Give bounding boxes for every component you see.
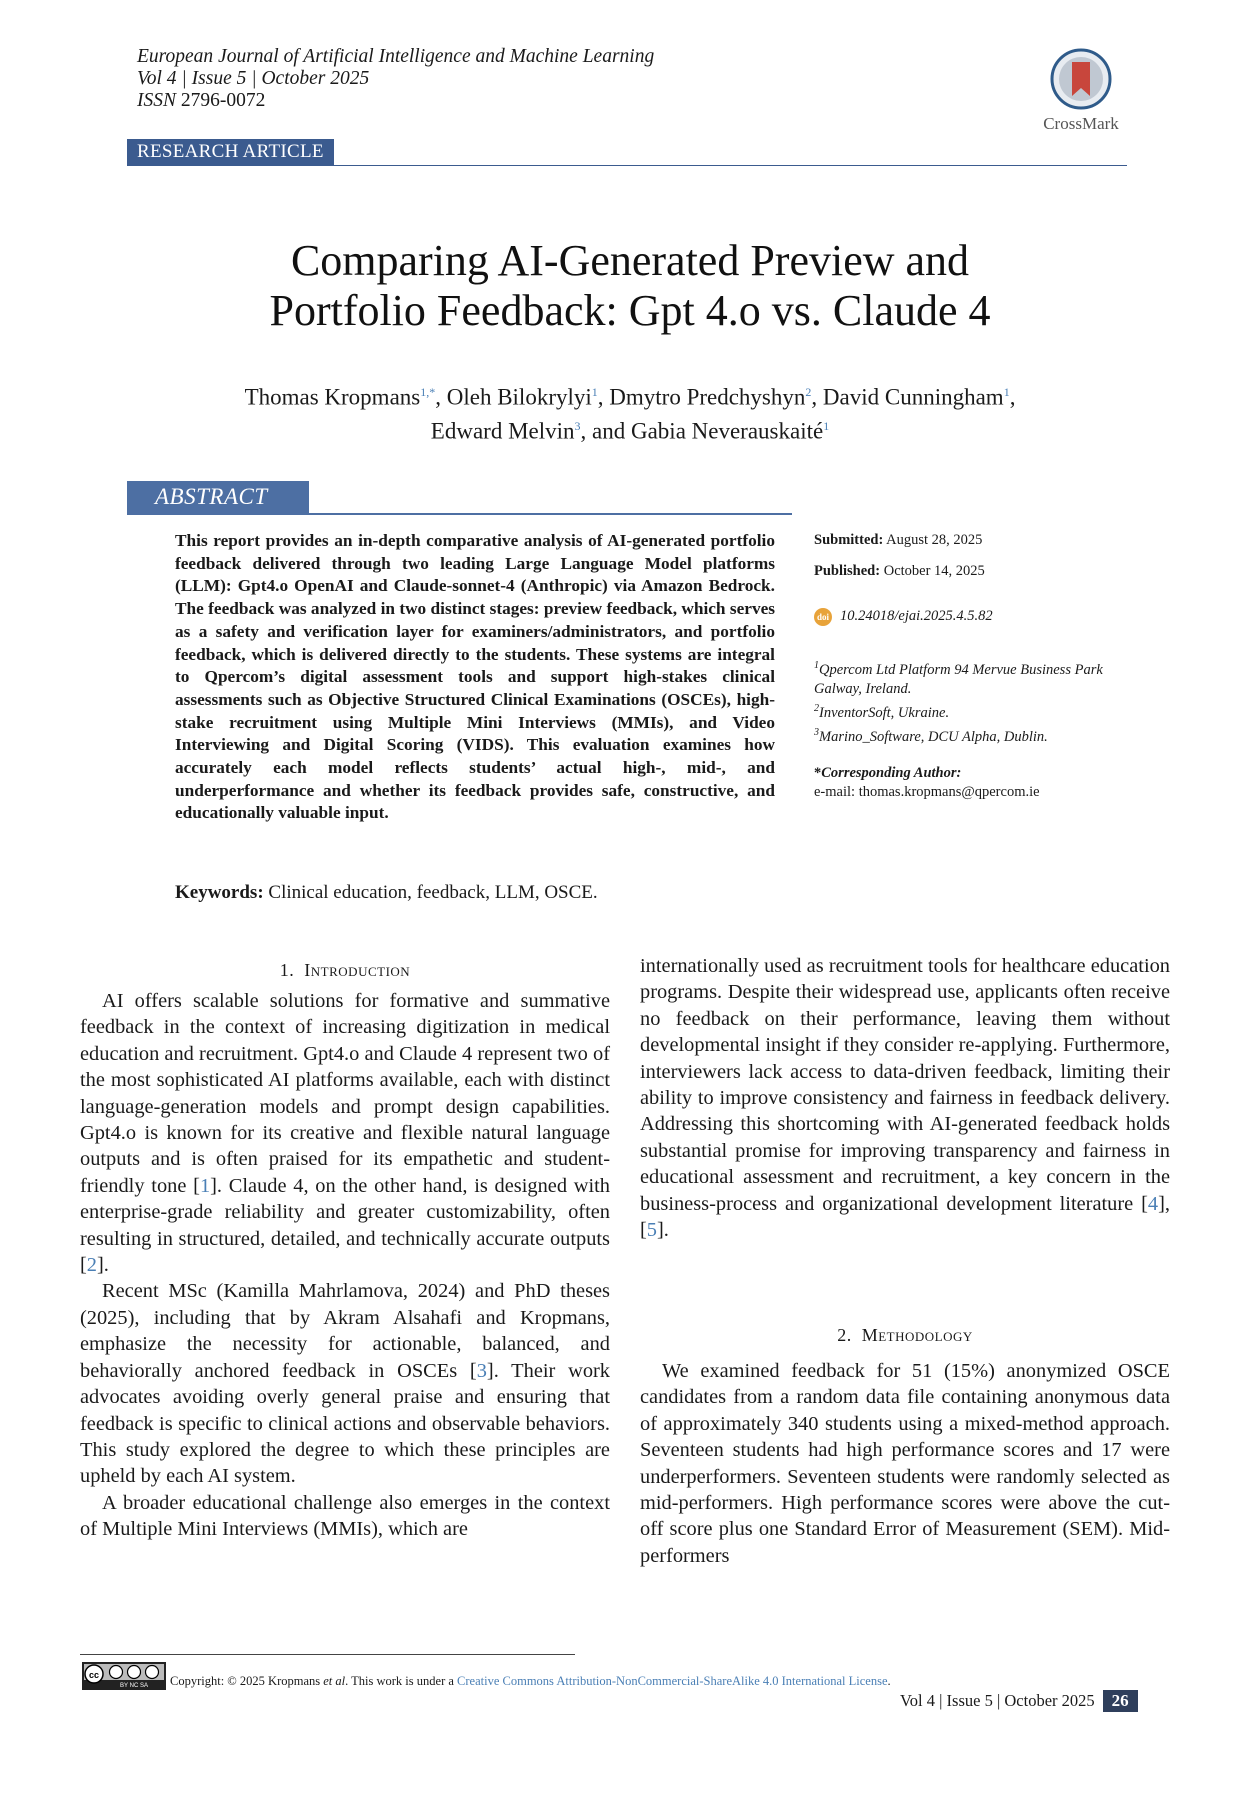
introduction-continued	[640, 953, 1170, 1243]
abstract-label: ABSTRACT	[127, 481, 309, 513]
doi-value: 10.24018/ejai.2025.4.5.82	[840, 608, 993, 624]
license-link[interactable]: Creative Commons Attribution-NonCommercial-ShareAlike 4.0 International License	[457, 1674, 888, 1688]
author-list	[130, 378, 1130, 445]
journal-name: European Journal of Artificial Intelligence and Machine Learning	[137, 46, 655, 67]
paragraph: internationally used as recruitment tools for healthcare education programs. Despite their widespread use, applicants often receive no feedback on their performance, leaving them without developmental insight if they consider re-applying. Furthermore, interviewers lack access to data-driven feedback, limiting their ability to improve consistency and fairness in feedback delivery. Addressing this shortcoming with AI-generated feedback holds substantial promise for improving transparency and fairness in educational assessment and recruitment, a key concern in the business-process and organizational development literature [4], [5].	[640, 955, 1170, 1242]
submitted-date: Submitted: August 28, 2025	[814, 532, 983, 548]
crossmark-badge[interactable]	[1036, 48, 1126, 134]
citation-link[interactable]: 1	[199, 1174, 211, 1197]
author-name: Oleh Bilokrylyi	[446, 384, 592, 410]
author-name: Gabia Neverauskaité	[630, 418, 824, 444]
paragraph: A broader educational challenge also emerges in the context of Multiple Mini Interviews (MMIs), which are	[80, 1491, 610, 1541]
affiliation-item: $^1$Qpercom Ltd Platform 94 Mervue Business Park Galway, Ireland.	[814, 660, 1103, 697]
author-name: Dmytro Predchyshyn	[609, 384, 806, 410]
doi-icon: doi	[814, 608, 832, 626]
section-heading-introduction: 1. Introduction	[279, 960, 411, 980]
cc-license-badge[interactable]	[82, 1662, 166, 1695]
introduction-body	[80, 988, 610, 1543]
copyright-notice: Copyright: © 2025 Kropmans et al. This work is under a Creative Commons Attribution-NonCommercial-ShareAlike 4.0 International License.	[170, 1674, 891, 1688]
page-footer	[900, 1690, 1138, 1712]
footnote-divider	[80, 1654, 575, 1655]
doi-link[interactable]	[814, 607, 1134, 626]
paragraph: We examined feedback for 51 (15%) anonymized OSCE candidates from a random data file containing anonymous data of approximately 340 students using a mixed-method approach. Seventeen students had high performance scores and 17 were underperformers. Seventeen students were randomly selected as mid-performers. High performance scores were above the cut-off score plus one Standard Error of Measurement (SEM). Mid-performers	[640, 1360, 1170, 1567]
authors-line-2: Edward Melvin$^3$, and Gabia Neverauskaité$^1$	[430, 418, 830, 444]
article-type-badge: RESEARCH ARTICLE	[127, 139, 334, 165]
corresponding-email: e-mail: thomas.kropmans@qpercom.ie	[814, 784, 1040, 800]
crossmark-label: CrossMark	[1043, 114, 1119, 133]
abstract-divider	[127, 513, 792, 515]
citation-link[interactable]: 3	[476, 1359, 487, 1382]
volume-line: Vol 4 | Issue 5 | October 2025	[137, 68, 370, 89]
author-name: Thomas Kropmans	[244, 384, 421, 410]
paper-title: Comparing AI-Generated Preview and Portfolio Feedback: Gpt 4.o vs. Claude 4	[269, 236, 991, 335]
corresponding-author: *Corresponding Author: e-mail: thomas.kropmans@qpercom.ie	[814, 764, 1134, 802]
affiliation-item: $^3$Marino_Software, DCU Alpha, Dublin.	[814, 726, 1048, 745]
authors-line-1: Thomas Kropmans$^{1,*}$, Oleh Bilokrylyi$^1$, Dmytro Predchyshyn$^2$, David Cunningham$^1$,	[244, 384, 1016, 410]
published-date: Published: October 14, 2025	[814, 563, 985, 579]
page-number: 26	[1103, 1690, 1138, 1712]
keywords: Keywords: Clinical education, feedback, LLM, OSCE.	[175, 882, 598, 903]
issn-line: ISSN 2796-0072	[137, 90, 266, 111]
citation-link[interactable]: 4	[1147, 1192, 1159, 1215]
citation-link[interactable]: 5	[646, 1219, 657, 1242]
affiliations	[814, 656, 1134, 746]
cc-by-nc-sa-icon	[82, 1662, 166, 1690]
header-divider	[127, 165, 1127, 166]
author-name: Edward Melvin	[430, 418, 575, 444]
citation-link[interactable]: 2	[86, 1254, 97, 1277]
abstract-text: This report provides an in-depth comparative analysis of AI-generated portfolio feedback delivered through two leading Large Language Model platforms (LLM): Gpt4.o OpenAI and Claude-sonnet-4 (Anthropic) via Amazon Bedrock. The feedback was analyzed in two distinct stages: preview feedback, which serves as a safety and verification layer for examiners/administrators, and portfolio feedback, which is delivered directly to the students. These systems are integral to Qpercom’s digital assessment tools and support high-stakes clinical assessments such as Objective Structured Clinical Examinations (OSCEs), high-stake recruitment using Multiple Mini Interviews (MMIs), and Video Interviewing and Digital Scoring (VIDS). This evaluation examines how accurately each model reflects students’ actual high-, mid-, and underperformance and whether its feedback provides safe, constructive, and educationally valuable input.	[175, 531, 775, 823]
issue-line: Vol 4 | Issue 5 | October 2025	[900, 1691, 1095, 1710]
journal-header	[137, 46, 654, 112]
affiliation-item: $^2$InventorSoft, Ukraine.	[814, 702, 950, 721]
svg-text:cc: cc	[88, 1670, 100, 1680]
methodology-body	[640, 1358, 1170, 1569]
section-heading-methodology: 2. Methodology	[837, 1325, 973, 1345]
paragraph: Recent MSc (Kamilla Mahrlamova, 2024) and PhD theses (2025), including that by Akram Alsahafi and Kropmans, emphasize the necessity for actionable, balanced, and behaviorally anchored feedback in OSCEs [3]. Their work advocates avoiding overly general praise and ensuring that feedback is specific to clinical actions and observable behaviors. This study explored the degree to which these principles are upheld by each AI system.	[80, 1280, 610, 1488]
author-name: David Cunningham	[822, 384, 1004, 410]
svg-text:BY NC SA: BY NC SA	[120, 1683, 148, 1689]
crossmark-icon	[1050, 48, 1112, 110]
paragraph: AI offers scalable solutions for formative and summative feedback in the context of increasing digitization in medical education and recruitment. Gpt4.o and Claude 4 represent two of the most sophisticated AI platforms available, each with distinct language-generation models and prompt design capabilities. Gpt4.o is known for its creative and flexible natural language outputs and is often praised for its empathetic and student-friendly tone [1]. Claude 4, on the other hand, is designed with enterprise-grade reliability and greater customizability, often resulting in structured, detailed, and technically accurate outputs [2].	[80, 990, 611, 1277]
